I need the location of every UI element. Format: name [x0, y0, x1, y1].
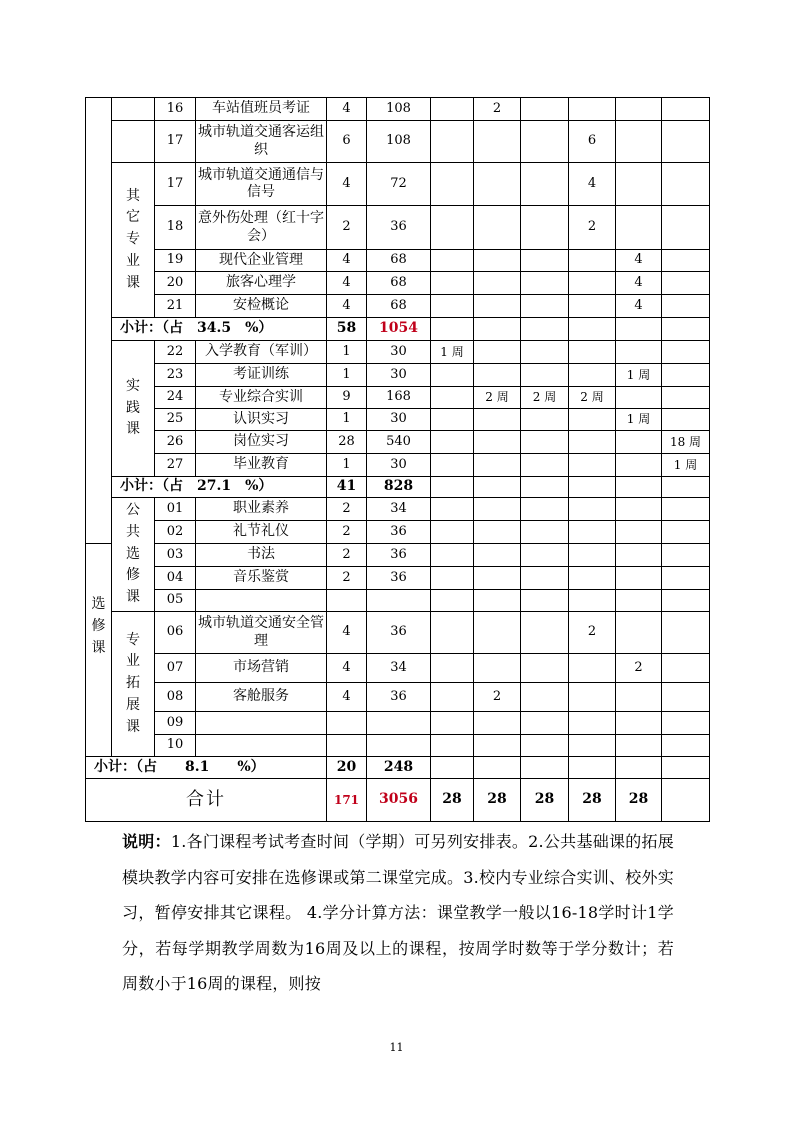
professional-elective-credit-4: [327, 735, 367, 757]
practice-term-6-0: [662, 341, 710, 364]
practice-credit-5: 1: [327, 454, 367, 477]
required-hours-6: 68: [367, 295, 431, 318]
public-elective-term-4-4: [569, 590, 616, 612]
practice-term-6-5: 1 周: [662, 454, 710, 477]
required-term-4-6: [569, 295, 616, 318]
professional-elective-no-1: 07: [155, 654, 196, 683]
required-term-4-1: 6: [569, 121, 616, 163]
subtotal-practice-term-1: [431, 477, 474, 498]
required-term-6-6: [662, 295, 710, 318]
required-no-1: 17: [155, 121, 196, 163]
total-term-1: 28: [431, 779, 474, 822]
public-elective-term-6-4: [662, 590, 710, 612]
practice-name-1: 考证训练: [196, 364, 327, 387]
professional-elective-term-1-4: [431, 735, 474, 757]
public-elective-term-3-1: [521, 521, 569, 544]
practice-term-4-2: 2 周: [569, 387, 616, 409]
subgroup-practice: 实 践 课: [112, 341, 155, 477]
public-elective-term-5-1: [616, 521, 662, 544]
public-elective-term-4-1: [569, 521, 616, 544]
subtotal-other-label: 小计：（占 34.5 %）: [112, 318, 327, 341]
required-name-2: 城市轨道交通通信与信号: [196, 163, 327, 206]
professional-elective-name-4: [196, 735, 327, 757]
public-elective-term-2-0: [474, 498, 521, 521]
professional-elective-hours-2: 36: [367, 683, 431, 712]
practice-term-3-2: 2 周: [521, 387, 569, 409]
practice-term-1-1: [431, 364, 474, 387]
required-term-3-4: [521, 250, 569, 272]
professional-elective-term-5-0: [616, 612, 662, 654]
required-credit-1: 6: [327, 121, 367, 163]
professional-elective-term-5-2: [616, 683, 662, 712]
practice-no-3: 25: [155, 409, 196, 431]
professional-elective-term-1-2: [431, 683, 474, 712]
required-term-1-3: [431, 206, 474, 250]
professional-elective-no-2: 08: [155, 683, 196, 712]
practice-hours-3: 30: [367, 409, 431, 431]
public-elective-name-0: 职业素养: [196, 498, 327, 521]
group-required: [85, 97, 112, 544]
required-term-4-2: 4: [569, 163, 616, 206]
required-hours-3: 36: [367, 206, 431, 250]
professional-elective-hours-1: 34: [367, 654, 431, 683]
practice-name-0: 入学教育（军训）: [196, 341, 327, 364]
required-no-0: 16: [155, 97, 196, 121]
public-elective-no-3: 04: [155, 567, 196, 590]
explanation-note: [122, 824, 674, 1002]
required-term-3-1: [521, 121, 569, 163]
public-elective-term-2-2: [474, 544, 521, 567]
subtotal-practice-term-3: [521, 477, 569, 498]
required-term-5-1: [616, 121, 662, 163]
professional-elective-no-0: 06: [155, 612, 196, 654]
public-elective-term-3-4: [521, 590, 569, 612]
professional-elective-term-2-4: [474, 735, 521, 757]
subgroup-public-elective: 公 共 选 修 课: [112, 498, 155, 612]
professional-elective-term-6-3: [662, 712, 710, 735]
total-term-5: 28: [616, 779, 662, 822]
required-name-3: 意外伤处理（红十字会）: [196, 206, 327, 250]
professional-elective-name-2: 客舱服务: [196, 683, 327, 712]
public-elective-term-5-4: [616, 590, 662, 612]
total-term-4: 28: [569, 779, 616, 822]
practice-term-3-0: [521, 341, 569, 364]
practice-name-5: 毕业教育: [196, 454, 327, 477]
public-elective-credit-1: 2: [327, 521, 367, 544]
public-elective-hours-3: 36: [367, 567, 431, 590]
public-elective-term-3-0: [521, 498, 569, 521]
subtotal-elective-term-4: [569, 757, 616, 779]
professional-elective-name-0: 城市轨道交通安全管理: [196, 612, 327, 654]
public-elective-name-3: 音乐鉴赏: [196, 567, 327, 590]
practice-term-2-5: [474, 454, 521, 477]
required-hours-2: 72: [367, 163, 431, 206]
practice-term-3-3: [521, 409, 569, 431]
practice-credit-4: 28: [327, 431, 367, 454]
required-term-5-3: [616, 206, 662, 250]
subgroup-prev-a: [112, 97, 155, 121]
practice-term-6-4: 18 周: [662, 431, 710, 454]
public-elective-term-1-4: [431, 590, 474, 612]
subtotal-practice-term-4: [569, 477, 616, 498]
professional-elective-name-3: [196, 712, 327, 735]
practice-credit-3: 1: [327, 409, 367, 431]
public-elective-term-6-1: [662, 521, 710, 544]
required-hours-1: 108: [367, 121, 431, 163]
professional-elective-hours-4: [367, 735, 431, 757]
professional-elective-hours-3: [367, 712, 431, 735]
subtotal-practice-term-6: [662, 477, 710, 498]
practice-no-4: 26: [155, 431, 196, 454]
professional-elective-term-5-4: [616, 735, 662, 757]
practice-term-5-1: 1 周: [616, 364, 662, 387]
practice-hours-5: 30: [367, 454, 431, 477]
required-term-1-4: [431, 250, 474, 272]
professional-elective-term-2-3: [474, 712, 521, 735]
subtotal-other-term-1: [431, 318, 474, 341]
required-term-5-2: [616, 163, 662, 206]
public-elective-term-4-0: [569, 498, 616, 521]
subtotal-practice-hours: 828: [367, 477, 431, 498]
practice-term-1-3: [431, 409, 474, 431]
subtotal-practice-term-2: [474, 477, 521, 498]
subtotal-other-hours: 1054: [367, 318, 431, 341]
practice-name-3: 认识实习: [196, 409, 327, 431]
practice-hours-1: 30: [367, 364, 431, 387]
public-elective-term-6-2: [662, 544, 710, 567]
required-term-4-5: [569, 272, 616, 295]
practice-term-3-4: [521, 431, 569, 454]
practice-term-6-2: [662, 387, 710, 409]
subtotal-elective-credit: 20: [327, 757, 367, 779]
professional-elective-credit-2: 4: [327, 683, 367, 712]
subtotal-other-term-3: [521, 318, 569, 341]
practice-term-3-1: [521, 364, 569, 387]
public-elective-term-1-1: [431, 521, 474, 544]
professional-elective-credit-3: [327, 712, 367, 735]
practice-hours-4: 540: [367, 431, 431, 454]
required-term-2-0: 2: [474, 97, 521, 121]
practice-term-2-2: 2 周: [474, 387, 521, 409]
practice-term-4-5: [569, 454, 616, 477]
page-number: 11: [389, 1041, 404, 1054]
required-term-2-1: [474, 121, 521, 163]
subtotal-elective-hours: 248: [367, 757, 431, 779]
required-no-5: 20: [155, 272, 196, 295]
subtotal-practice-label: 小计：（占 27.1 %）: [112, 477, 327, 498]
required-term-2-2: [474, 163, 521, 206]
required-credit-0: 4: [327, 97, 367, 121]
professional-elective-credit-0: 4: [327, 612, 367, 654]
public-elective-term-6-3: [662, 567, 710, 590]
practice-term-2-3: [474, 409, 521, 431]
professional-elective-term-2-0: [474, 612, 521, 654]
public-elective-term-6-0: [662, 498, 710, 521]
required-name-0: 车站值班员考证: [196, 97, 327, 121]
public-elective-term-2-1: [474, 521, 521, 544]
required-credit-2: 4: [327, 163, 367, 206]
public-elective-name-2: 书法: [196, 544, 327, 567]
public-elective-term-3-2: [521, 544, 569, 567]
professional-elective-term-1-3: [431, 712, 474, 735]
practice-credit-2: 9: [327, 387, 367, 409]
public-elective-term-1-0: [431, 498, 474, 521]
subtotal-practice-term-5: [616, 477, 662, 498]
subtotal-practice-credit: 41: [327, 477, 367, 498]
practice-term-6-3: [662, 409, 710, 431]
public-elective-hours-0: 34: [367, 498, 431, 521]
required-term-2-3: [474, 206, 521, 250]
required-term-5-6: 4: [616, 295, 662, 318]
professional-elective-term-6-2: [662, 683, 710, 712]
practice-term-5-0: [616, 341, 662, 364]
subtotal-other-term-6: [662, 318, 710, 341]
practice-term-5-5: [616, 454, 662, 477]
professional-elective-term-4-4: [569, 735, 616, 757]
subtotal-elective-label: 小计：（占 8.1 %）: [85, 757, 327, 779]
required-term-6-4: [662, 250, 710, 272]
total-term-2: 28: [474, 779, 521, 822]
subtotal-elective-term-6: [662, 757, 710, 779]
public-elective-term-3-3: [521, 567, 569, 590]
required-term-3-3: [521, 206, 569, 250]
required-term-1-1: [431, 121, 474, 163]
public-elective-term-2-3: [474, 567, 521, 590]
required-hours-4: 68: [367, 250, 431, 272]
subgroup-prev-b: [112, 121, 155, 163]
public-elective-no-4: 05: [155, 590, 196, 612]
professional-elective-term-4-2: [569, 683, 616, 712]
practice-term-2-0: [474, 341, 521, 364]
subgroup-professional-elective: 专 业 拓 展 课: [112, 612, 155, 757]
practice-term-6-1: [662, 364, 710, 387]
practice-term-2-4: [474, 431, 521, 454]
required-term-5-4: 4: [616, 250, 662, 272]
practice-term-1-0: 1 周: [431, 341, 474, 364]
group-elective: 选 修 课: [85, 498, 112, 757]
required-name-1: 城市轨道交通客运组织: [196, 121, 327, 163]
professional-elective-term-1-1: [431, 654, 474, 683]
practice-credit-0: 1: [327, 341, 367, 364]
professional-elective-term-4-1: [569, 654, 616, 683]
public-elective-term-2-4: [474, 590, 521, 612]
subtotal-other-term-2: [474, 318, 521, 341]
required-term-3-0: [521, 97, 569, 121]
professional-elective-term-5-1: 2: [616, 654, 662, 683]
professional-elective-term-4-3: [569, 712, 616, 735]
professional-elective-no-4: 10: [155, 735, 196, 757]
required-term-2-5: [474, 272, 521, 295]
professional-elective-term-3-1: [521, 654, 569, 683]
required-name-5: 旅客心理学: [196, 272, 327, 295]
professional-elective-term-6-1: [662, 654, 710, 683]
required-name-4: 现代企业管理: [196, 250, 327, 272]
public-elective-credit-4: [327, 590, 367, 612]
professional-elective-term-2-2: 2: [474, 683, 521, 712]
subtotal-elective-term-3: [521, 757, 569, 779]
subtotal-elective-term-2: [474, 757, 521, 779]
required-term-1-5: [431, 272, 474, 295]
practice-name-4: 岗位实习: [196, 431, 327, 454]
required-credit-3: 2: [327, 206, 367, 250]
professional-elective-term-3-4: [521, 735, 569, 757]
subtotal-other-term-5: [616, 318, 662, 341]
professional-elective-term-6-0: [662, 612, 710, 654]
required-no-2: 17: [155, 163, 196, 206]
total-term-6: [662, 779, 710, 822]
professional-elective-term-1-0: [431, 612, 474, 654]
public-elective-hours-2: 36: [367, 544, 431, 567]
public-elective-hours-1: 36: [367, 521, 431, 544]
public-elective-term-4-3: [569, 567, 616, 590]
practice-name-2: 专业综合实训: [196, 387, 327, 409]
professional-elective-term-2-1: [474, 654, 521, 683]
required-term-6-3: [662, 206, 710, 250]
subgroup-other-professional: 其 它 专 业 课: [112, 163, 155, 318]
professional-elective-no-3: 09: [155, 712, 196, 735]
total-label: 合计: [85, 779, 327, 822]
practice-hours-2: 168: [367, 387, 431, 409]
public-elective-no-1: 02: [155, 521, 196, 544]
required-term-6-5: [662, 272, 710, 295]
practice-no-0: 22: [155, 341, 196, 364]
public-elective-no-2: 03: [155, 544, 196, 567]
practice-term-5-3: 1 周: [616, 409, 662, 431]
required-no-4: 19: [155, 250, 196, 272]
practice-credit-1: 1: [327, 364, 367, 387]
public-elective-term-5-3: [616, 567, 662, 590]
professional-elective-term-3-2: [521, 683, 569, 712]
public-elective-term-5-0: [616, 498, 662, 521]
practice-term-4-4: [569, 431, 616, 454]
total-term-3: 28: [521, 779, 569, 822]
required-no-3: 18: [155, 206, 196, 250]
required-term-1-0: [431, 97, 474, 121]
professional-elective-term-5-3: [616, 712, 662, 735]
required-term-2-6: [474, 295, 521, 318]
public-elective-term-1-3: [431, 567, 474, 590]
practice-term-4-1: [569, 364, 616, 387]
required-term-4-3: 2: [569, 206, 616, 250]
required-term-5-5: 4: [616, 272, 662, 295]
professional-elective-term-4-0: 2: [569, 612, 616, 654]
required-term-2-4: [474, 250, 521, 272]
total-hours: 3056: [367, 779, 431, 822]
note-prefix: 说明：: [122, 832, 171, 851]
professional-elective-credit-1: 4: [327, 654, 367, 683]
required-credit-6: 4: [327, 295, 367, 318]
public-elective-term-4-2: [569, 544, 616, 567]
required-term-1-6: [431, 295, 474, 318]
practice-term-4-3: [569, 409, 616, 431]
practice-term-1-2: [431, 387, 474, 409]
required-term-1-2: [431, 163, 474, 206]
required-credit-5: 4: [327, 272, 367, 295]
practice-term-1-5: [431, 454, 474, 477]
practice-term-2-1: [474, 364, 521, 387]
total-credit: 171: [327, 779, 367, 822]
practice-term-5-4: [616, 431, 662, 454]
subtotal-elective-term-5: [616, 757, 662, 779]
professional-elective-term-6-4: [662, 735, 710, 757]
professional-elective-hours-0: 36: [367, 612, 431, 654]
professional-elective-name-1: 市场营销: [196, 654, 327, 683]
public-elective-no-0: 01: [155, 498, 196, 521]
required-term-6-0: [662, 97, 710, 121]
public-elective-term-5-2: [616, 544, 662, 567]
professional-elective-term-3-3: [521, 712, 569, 735]
practice-term-4-0: [569, 341, 616, 364]
required-credit-4: 4: [327, 250, 367, 272]
practice-term-1-4: [431, 431, 474, 454]
required-term-4-4: [569, 250, 616, 272]
required-name-6: 安检概论: [196, 295, 327, 318]
subtotal-elective-term-1: [431, 757, 474, 779]
professional-elective-term-3-0: [521, 612, 569, 654]
practice-no-5: 27: [155, 454, 196, 477]
required-term-3-6: [521, 295, 569, 318]
public-elective-name-1: 礼节礼仪: [196, 521, 327, 544]
public-elective-credit-3: 2: [327, 567, 367, 590]
required-term-4-0: [569, 97, 616, 121]
required-term-5-0: [616, 97, 662, 121]
public-elective-credit-0: 2: [327, 498, 367, 521]
subtotal-other-credit: 58: [327, 318, 367, 341]
practice-term-3-5: [521, 454, 569, 477]
required-no-6: 21: [155, 295, 196, 318]
required-term-6-1: [662, 121, 710, 163]
required-hours-5: 68: [367, 272, 431, 295]
public-elective-name-4: [196, 590, 327, 612]
public-elective-credit-2: 2: [327, 544, 367, 567]
practice-no-1: 23: [155, 364, 196, 387]
required-term-6-2: [662, 163, 710, 206]
subtotal-other-term-4: [569, 318, 616, 341]
public-elective-term-1-2: [431, 544, 474, 567]
practice-no-2: 24: [155, 387, 196, 409]
note-text: 1.各门课程考试考查时间（学期）可另列安排表。2.公共基础课的拓展模块教学内容可安排在选修课或第二课堂完成。3.校内专业综合实训、校外实习，暂停安排其它课程。 4.学分计算方法：课堂教学一般以16-18学时计1学分，若每学期教学周数为16周及以上的课程，按周学时数等于学分数计；若周数小于16周的课程，则按: [122, 832, 674, 993]
required-term-3-5: [521, 272, 569, 295]
required-hours-0: 108: [367, 97, 431, 121]
required-term-3-2: [521, 163, 569, 206]
practice-term-5-2: [616, 387, 662, 409]
public-elective-hours-4: [367, 590, 431, 612]
practice-hours-0: 30: [367, 341, 431, 364]
